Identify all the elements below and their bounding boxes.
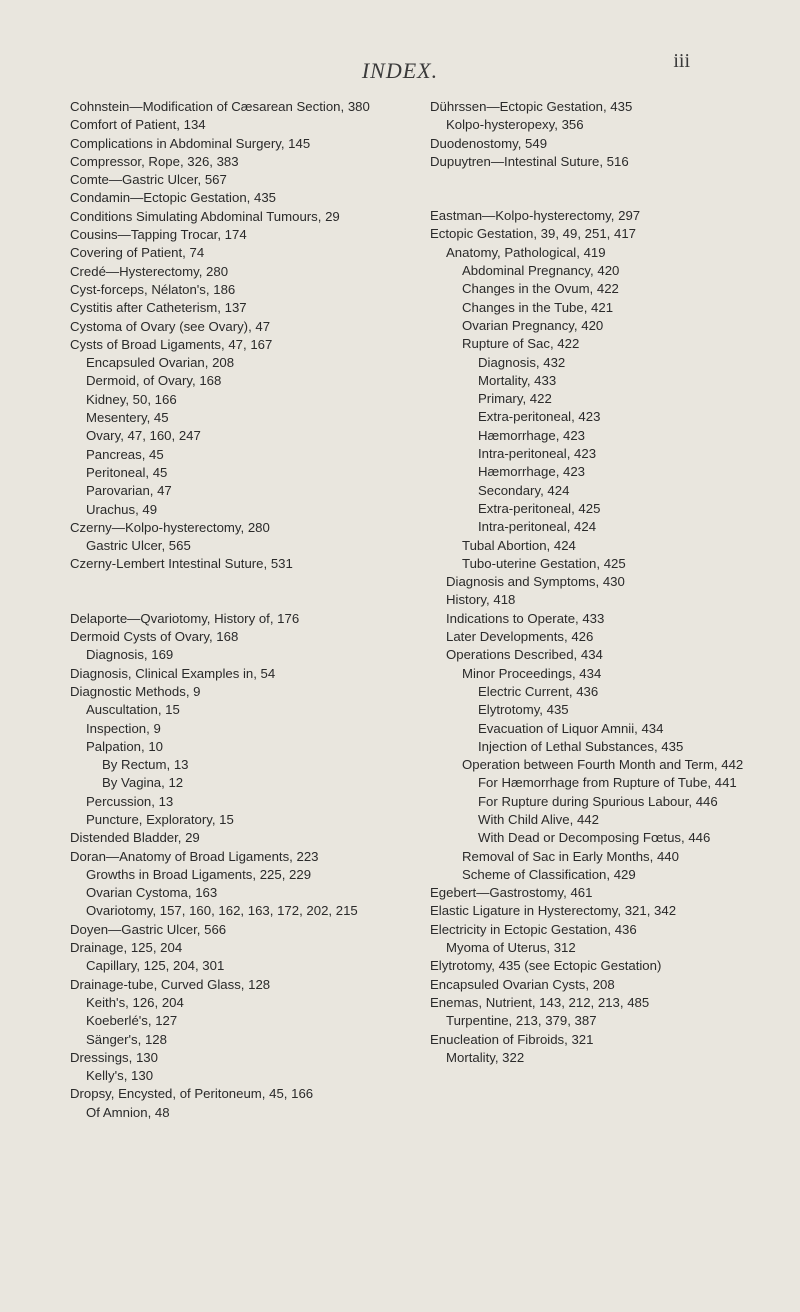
index-entry: Mesentery, 45 [86, 410, 169, 426]
index-entry: Diagnosis, Clinical Examples in, 54 [70, 665, 276, 681]
index-entry: By Rectum, 13 [102, 757, 189, 773]
index-entry: Complications in Abdominal Surgery, 145 [70, 135, 311, 151]
index-entry: Growths in Broad Ligaments, 225, 229 [86, 866, 312, 882]
index-entry: Rupture of Sac, 422 [462, 336, 580, 352]
index-entry: Evacuation of Liquor Amnii, 434 [478, 720, 664, 736]
index-entry: Czerny—Kolpo-hysterectomy, 280 [70, 519, 270, 535]
index-entry: Cystitis after Catheterism, 137 [70, 300, 247, 316]
index-entry: Ectopic Gestation, 39, 49, 251, 417 [430, 226, 637, 242]
index-entry: Comte—Gastric Ulcer, 567 [70, 172, 227, 188]
index-entry: Enucleation of Fibroids, 321 [430, 1031, 594, 1047]
index-entry: Doran—Anatomy of Broad Ligaments, 223 [70, 848, 319, 864]
left-column [70, 98, 410, 1122]
page-number: iii [673, 50, 690, 72]
index-entry: With Dead or Decomposing Fœtus, 446 [478, 830, 711, 846]
index-entry: Parovarian, 47 [86, 483, 172, 499]
index-entry: Capillary, 125, 204, 301 [86, 958, 225, 974]
index-entry: Cohnstein—Modification of Cæsarean Section, 380 [70, 99, 370, 114]
index-entry: Mortality, 433 [478, 372, 557, 388]
index-entry: Dropsy, Encysted, of Peritoneum, 45, 166 [70, 1086, 314, 1102]
index-entry: Kelly's, 130 [86, 1068, 154, 1084]
index-entry: Dermoid, of Ovary, 168 [86, 373, 222, 389]
index-entry: Drainage-tube, Curved Glass, 128 [70, 976, 271, 992]
right-block-e [430, 207, 750, 1067]
right-column [430, 98, 750, 1067]
index-entry: Injection of Lethal Substances, 435 [478, 738, 684, 754]
index-entry: Dupuytren—Intestinal Suture, 516 [430, 153, 629, 169]
index-entry: Auscultation, 15 [86, 702, 180, 718]
index-entry: Mortality, 322 [446, 1049, 525, 1065]
index-entry: Secondary, 424 [478, 482, 570, 498]
index-entry: Diagnosis, 432 [478, 354, 566, 370]
index-entry: Elastic Ligature in Hysterectomy, 321, 342 [430, 903, 677, 919]
index-entry: Peritoneal, 45 [86, 464, 168, 480]
index-entry: Hæmorrhage, 423 [478, 427, 586, 443]
index-entry: Dermoid Cysts of Ovary, 168 [70, 629, 239, 645]
index-entry: Diagnosis and Symptoms, 430 [446, 574, 625, 590]
page-title: INDEX. [361, 58, 439, 83]
index-entry: Ovariotomy, 157, 160, 162, 163, 172, 202, 215 [86, 903, 358, 919]
index-entry: By Vagina, 12 [102, 775, 184, 791]
index-entry: Abdominal Pregnancy, 420 [462, 263, 620, 279]
index-entry: Ovarian Pregnancy, 420 [462, 317, 604, 333]
left-block-c [70, 98, 410, 574]
index-entry: Percussion, 13 [86, 793, 174, 809]
index-entry: Condamin—Ectopic Gestation, 435 [70, 190, 276, 206]
index-entry: Puncture, Exploratory, 15 [86, 811, 234, 827]
index-entry: Koeberlé's, 127 [86, 1013, 178, 1029]
index-entry: Encapsuled Ovarian Cysts, 208 [430, 976, 615, 992]
index-entry: Extra-peritoneal, 425 [478, 500, 601, 516]
index-entry: Kolpo-hysteropexy, 356 [446, 117, 584, 133]
index-entry: Operation between Fourth Month and Term, 442 [462, 757, 744, 773]
index-entry: Palpation, 10 [86, 738, 163, 754]
index-entry: Egebert—Gastrostomy, 461 [430, 885, 593, 901]
index-entry: Eastman—Kolpo-hysterectomy, 297 [430, 208, 641, 224]
index-entry: Keith's, 126, 204 [86, 994, 184, 1010]
index-entry: Doyen—Gastric Ulcer, 566 [70, 921, 227, 937]
index-entry: Turpentine, 213, 379, 387 [446, 1013, 597, 1029]
index-entry: Ovary, 47, 160, 247 [86, 428, 201, 444]
index-entry: For Rupture during Spurious Labour, 446 [478, 793, 718, 809]
index-entry: Credé—Hysterectomy, 280 [70, 263, 229, 279]
index-entry: Changes in the Tube, 421 [462, 299, 614, 315]
index-entry: Minor Proceedings, 434 [462, 665, 602, 681]
index-entry: Changes in the Ovum, 422 [462, 281, 619, 297]
index-entry: Pancreas, 45 [86, 446, 164, 462]
index-entry: With Child Alive, 442 [478, 811, 599, 827]
index-entry: Inspection, 9 [86, 720, 161, 736]
index-entry: Elytrotomy, 435 (see Ectopic Gestation) [430, 958, 662, 974]
index-entry: Conditions Simulating Abdominal Tumours, 29 [70, 208, 340, 224]
index-entry: Drainage, 125, 204 [70, 940, 183, 956]
index-entry: Intra-peritoneal, 423 [478, 446, 597, 462]
index-entry: Scheme of Classification, 429 [462, 866, 636, 882]
index-entry: Cystoma of Ovary (see Ovary), 47 [70, 318, 271, 334]
left-block-d [70, 610, 410, 1122]
index-entry: Distended Bladder, 29 [70, 830, 200, 846]
index-entry: Urachus, 49 [86, 501, 158, 517]
index-entry: Removal of Sac in Early Months, 440 [462, 848, 679, 864]
index-entry: Dührssen—Ectopic Gestation, 435 [430, 99, 633, 114]
index-entry: Sänger's, 128 [86, 1031, 167, 1047]
index-entry: Gastric Ulcer, 565 [86, 538, 191, 554]
index-entry: Duodenostomy, 549 [430, 135, 548, 151]
index-entry: Ovarian Cystoma, 163 [86, 885, 218, 901]
index-entry: Encapsuled Ovarian, 208 [86, 355, 235, 371]
index-entry: Delaporte—Qvariotomy, History of, 176 [70, 610, 300, 626]
index-entry: Hæmorrhage, 423 [478, 464, 586, 480]
index-entry: Tubal Abortion, 424 [462, 537, 576, 553]
index-entry: Czerny-Lembert Intestinal Suture, 531 [70, 556, 293, 572]
index-entry: Compressor, Rope, 326, 383 [70, 153, 239, 169]
index-entry: Later Developments, 426 [446, 629, 594, 645]
index-entry: Enemas, Nutrient, 143, 212, 213, 485 [430, 994, 650, 1010]
index-entry: Kidney, 50, 166 [86, 391, 177, 407]
index-entry: Cysts of Broad Ligaments, 47, 167 [70, 336, 273, 352]
index-entry: Of Amnion, 48 [86, 1104, 170, 1120]
index-entry: Diagnostic Methods, 9 [70, 683, 201, 699]
index-entry: Cyst-forceps, Nélaton's, 186 [70, 281, 236, 297]
index-entry: Anatomy, Pathological, 419 [446, 244, 606, 260]
index-entry: History, 418 [446, 592, 516, 608]
right-block-d [430, 98, 750, 171]
index-entry: Indications to Operate, 433 [446, 610, 605, 626]
index-entry: Primary, 422 [478, 391, 552, 407]
index-entry: Extra-peritoneal, 423 [478, 409, 601, 425]
index-entry: Myoma of Uterus, 312 [446, 940, 576, 956]
index-entry: Dressings, 130 [70, 1049, 158, 1065]
index-entry: Cousins—Tapping Trocar, 174 [70, 227, 247, 243]
section-gap [70, 574, 410, 610]
section-gap [430, 171, 750, 207]
index-entry: Covering of Patient, 74 [70, 245, 205, 261]
index-entry: Elytrotomy, 435 [478, 702, 569, 718]
index-entry: Comfort of Patient, 134 [70, 117, 206, 133]
index-entry: Electricity in Ectopic Gestation, 436 [430, 921, 637, 937]
index-entry: Tubo-uterine Gestation, 425 [462, 555, 626, 571]
index-entry: Operations Described, 434 [446, 647, 603, 663]
index-entry: Intra-peritoneal, 424 [478, 519, 597, 535]
index-entry: Electric Current, 436 [478, 683, 599, 699]
index-entry: Diagnosis, 169 [86, 647, 174, 663]
index-entry: For Hæmorrhage from Rupture of Tube, 441 [478, 775, 737, 791]
